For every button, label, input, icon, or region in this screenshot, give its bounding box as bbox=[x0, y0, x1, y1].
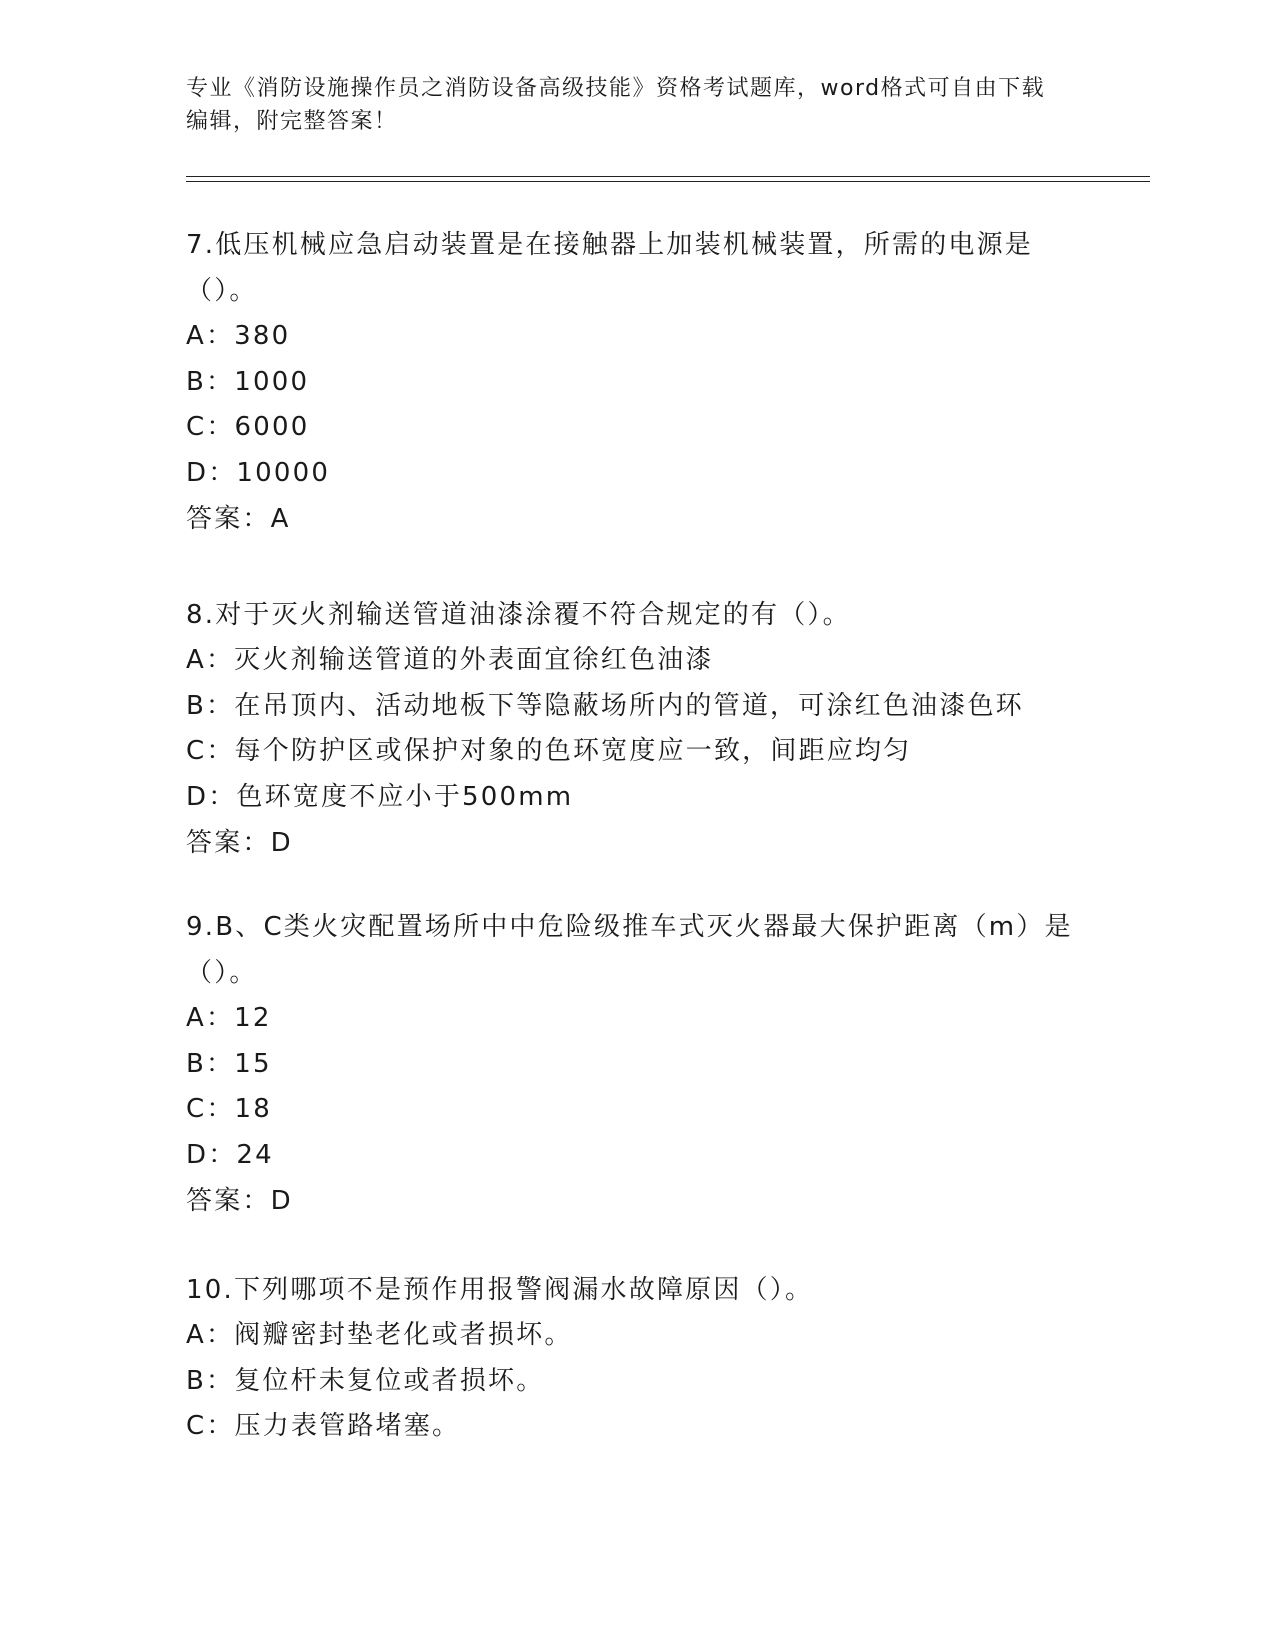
question-8 bbox=[186, 592, 1086, 866]
answer: 答案：D bbox=[186, 828, 293, 858]
answer: 答案：A bbox=[186, 504, 291, 534]
option-a: A：380 bbox=[186, 321, 291, 351]
question-stem: 9.B、C类火灾配置场所中中危险级推车式灭火器最大保护距离（m）是（）。 bbox=[186, 912, 1073, 988]
question-10 bbox=[186, 1267, 1086, 1450]
option-c: C：压力表管路堵塞。 bbox=[186, 1411, 461, 1441]
option-a: A：阀瓣密封垫老化或者损坏。 bbox=[186, 1320, 573, 1350]
question-7 bbox=[186, 222, 1086, 542]
header-divider-bottom bbox=[186, 181, 1150, 182]
option-b: B：在吊顶内、活动地板下等隐蔽场所内的管道，可涂红色油漆色环 bbox=[186, 690, 1024, 721]
option-b: B：15 bbox=[186, 1048, 272, 1079]
option-d: D：10000 bbox=[186, 457, 331, 488]
option-b: B：1000 bbox=[186, 366, 310, 397]
question-9 bbox=[186, 904, 1086, 1224]
option-c: C：6000 bbox=[186, 412, 310, 442]
document-header: 专业《消防设施操作员之消防设备高级技能》资格考试题库，word格式可自由下载编辑，附完整答案！ bbox=[186, 76, 1046, 134]
question-stem: 10.下列哪项不是预作用报警阀漏水故障原因（）。 bbox=[186, 1275, 814, 1305]
question-stem: 7.低压机械应急启动装置是在接触器上加装机械装置，所需的电源是（）。 bbox=[186, 230, 1034, 306]
question-stem: 8.对于灭火剂输送管道油漆涂覆不符合规定的有（）。 bbox=[186, 600, 851, 630]
option-a: A：12 bbox=[186, 1003, 272, 1033]
option-a: A：灭火剂输送管道的外表面宜徐红色油漆 bbox=[186, 645, 714, 675]
option-b: B：复位杆未复位或者损坏。 bbox=[186, 1365, 545, 1396]
option-c: C：每个防护区或保护对象的色环宽度应一致，间距应均匀 bbox=[186, 736, 912, 766]
header-divider-top bbox=[186, 176, 1150, 177]
answer: 答案：D bbox=[186, 1186, 293, 1216]
option-c: C：18 bbox=[186, 1094, 273, 1124]
option-d: D：24 bbox=[186, 1139, 274, 1170]
option-d: D：色环宽度不应小于500mm bbox=[186, 781, 574, 812]
